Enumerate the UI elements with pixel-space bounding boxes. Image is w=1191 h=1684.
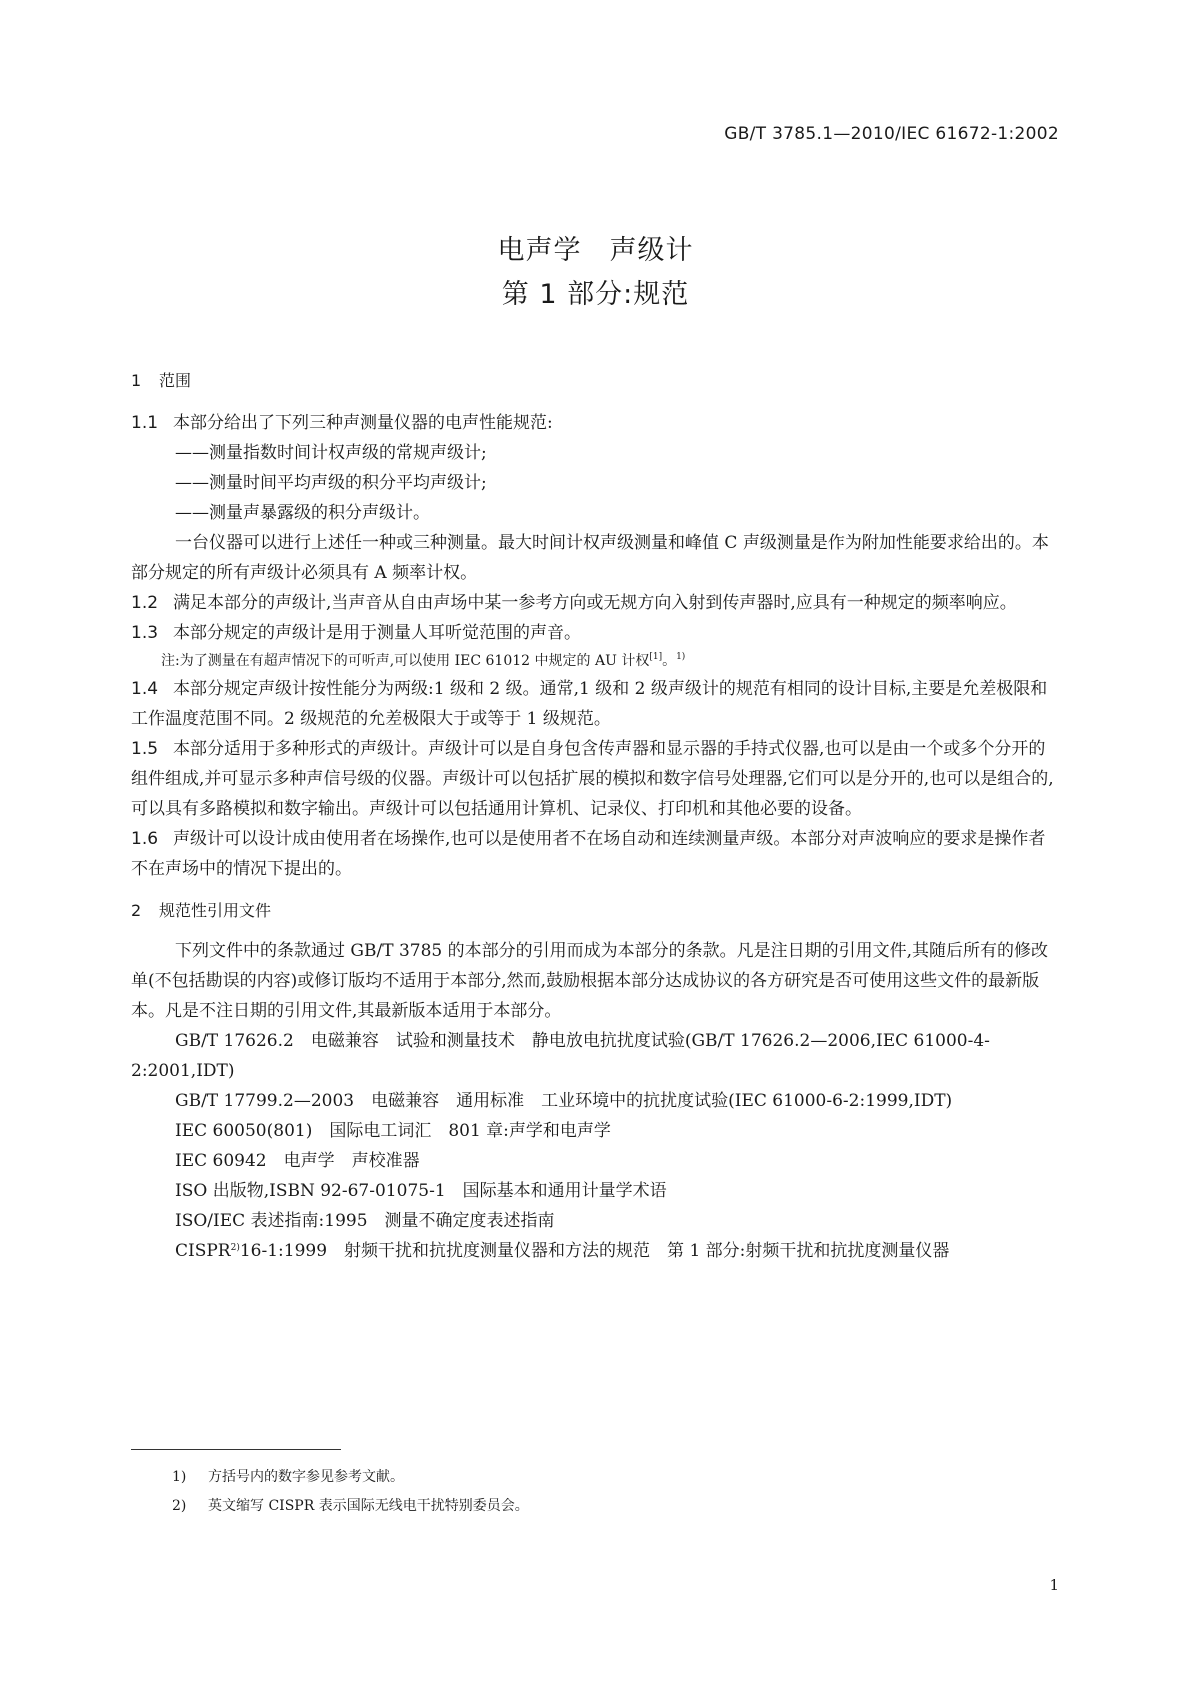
document-subtitle: 第 1 部分:规范 — [501, 279, 690, 310]
clause-1-4: 1.4 本部分规定声级计按性能分为两级:1 级和 2 级。通常,1 级和 2 级声级计的规范有相同的设计目标,主要是允差极限和工作温度范围不同。2 级规范的允差极限大于或等于 1 级规范。 — [131, 674, 1061, 734]
clause-number: 1.3 — [131, 623, 159, 643]
reference-entry: ISO/IEC 表述指南:1995 测量不确定度表述指南 — [175, 1211, 555, 1231]
list-item: ——测量指数时间计权声级的常规声级计; — [175, 443, 487, 463]
paragraph: 下列文件中的条款通过 GB/T 3785 的本部分的引用而成为本部分的条款。凡是注日期的引用文件,其随后所有的修改单(不包括勘误的内容)或修订版均不适用于本部分,然而,鼓励根据本部分达成协议的各方研究是否可使用这些文件的最新版本。凡是不注日期的引用文件,其最新版本适用于本部分。 — [131, 941, 1049, 1021]
standard-code: GB/T 3785.1—2010/IEC 61672-1:2002 — [724, 124, 1059, 144]
reference-marker: [1] — [649, 652, 663, 662]
clause-1-6: 1.6 声级计可以设计成由使用者在场操作,也可以是使用者不在场自动和连续测量声级。本部分对声波响应的要求是操作者不在声场中的情况下提出的。 — [131, 824, 1061, 884]
clause-number: 1.6 — [131, 829, 159, 849]
clause-1-1: 1.1 本部分给出了下列三种声测量仪器的电声性能规范: — [131, 408, 1061, 438]
footnotes — [172, 1463, 529, 1521]
footnote-divider — [131, 1449, 341, 1450]
reference-entry: GB/T 17799.2—2003 电磁兼容 通用标准 工业环境中的抗扰度试验(IEC 61000-6-2:1999,IDT) — [175, 1091, 953, 1111]
list-item: ——测量时间平均声级的积分平均声级计; — [175, 473, 487, 493]
paragraph: 一台仪器可以进行上述任一种或三种测量。最大时间计权声级测量和峰值 C 声级测量是作为附加性能要求给出的。本部分规定的所有声级计必须具有 A 频率计权。 — [131, 533, 1049, 583]
list-item: ——测量声暴露级的积分声级计。 — [175, 503, 430, 523]
document-title: 电声学 声级计 — [497, 235, 694, 266]
reference-entry: IEC 60942 电声学 声校准器 — [175, 1151, 420, 1171]
clause-number: 1.4 — [131, 679, 159, 699]
section-1-heading: 1 范围 — [131, 371, 192, 390]
clause-1-2: 1.2 满足本部分的声级计,当声音从自由声场中某一参考方向或无规方向入射到传声器时,应具有一种规定的频率响应。 — [131, 588, 1061, 618]
footnote-marker: 1) — [676, 652, 686, 662]
footnote-marker: 2) — [230, 1243, 240, 1253]
footnote: 2) 英文缩写 CISPR 表示国际无线电干扰特别委员会。 — [172, 1498, 529, 1514]
clause-1-5: 1.5 本部分适用于多种形式的声级计。声级计可以是自身包含传声器和显示器的手持式仪器,也可以是由一个或多个分开的组件组成,并可显示多种声信号级的仪器。声级计可以包括扩展的模拟和数字信号处理器,它们可以是分开的,也可以是组合的,可以具有多路模拟和数字输出。声级计可以包括通用计算机、记录仪、打印机和其他必要的设备。 — [131, 734, 1061, 824]
section-2-heading: 2 规范性引用文件 — [131, 901, 272, 920]
clause-1-3: 1.3 本部分规定的声级计是用于测量人耳听觉范围的声音。 — [131, 618, 1061, 648]
reference-entry: ISO 出版物,ISBN 92-67-01075-1 国际基本和通用计量学术语 — [175, 1181, 667, 1201]
body-content — [131, 366, 1061, 1266]
footnote: 1) 方括号内的数字参见参考文献。 — [172, 1469, 404, 1485]
clause-number: 1.5 — [131, 739, 159, 759]
page-number: 1 — [1049, 1576, 1059, 1594]
note: 注:为了测量在有超声情况下的可听声,可以使用 IEC 61012 中规定的 AU 计权[1]。$^{1)}$ — [161, 652, 686, 669]
reference-entry: GB/T 17626.2 电磁兼容 试验和测量技术 静电放电抗扰度试验(GB/T 17626.2—2006,IEC 61000-4-2:2001,IDT) — [131, 1031, 990, 1081]
clause-number: 1.1 — [131, 413, 159, 433]
reference-entry: IEC 60050(801) 国际电工词汇 801 章:声学和电声学 — [175, 1121, 611, 1141]
clause-number: 1.2 — [131, 593, 159, 613]
reference-entry: CISPR$^{2)}$16-1:1999 射频干扰和抗扰度测量仪器和方法的规范 第 1 部分:射频干扰和抗扰度测量仪器 — [175, 1241, 950, 1261]
